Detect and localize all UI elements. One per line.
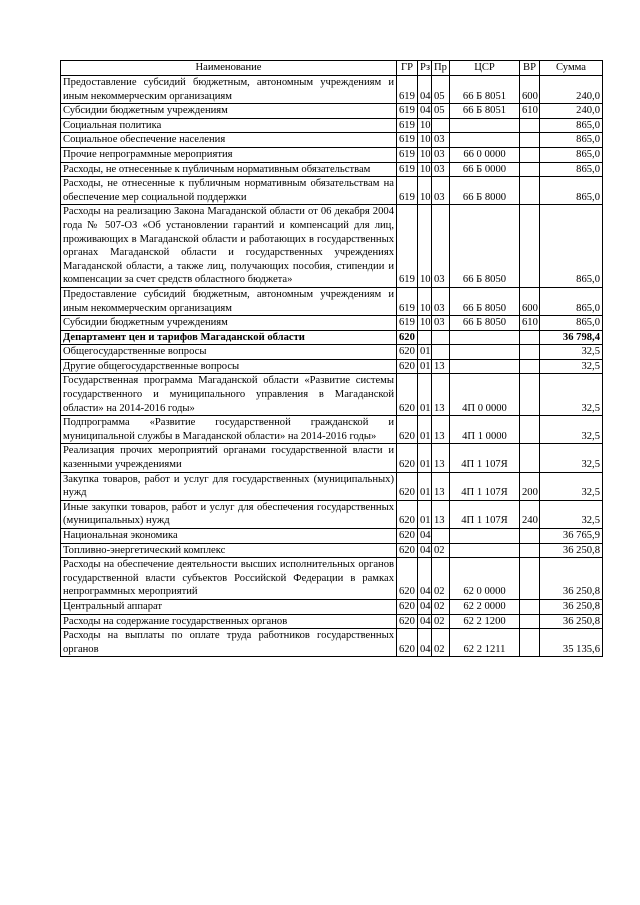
row-name: Социальное обеспечение населения: [61, 133, 397, 148]
row-gr: 619: [397, 104, 418, 119]
row-sum: 865,0: [540, 287, 603, 315]
row-vr: [520, 205, 540, 288]
row-rz: 01: [418, 500, 432, 528]
row-rz: 10: [418, 147, 432, 162]
row-gr: 620: [397, 330, 418, 345]
row-name: Департамент цен и тарифов Магаданской области: [61, 330, 397, 345]
row-vr: [520, 162, 540, 177]
row-name: Расходы, не отнесенные к публичным нормативным обязательствам: [61, 162, 397, 177]
row-csr: [450, 133, 520, 148]
row-pr: [432, 345, 450, 360]
row-gr: 619: [397, 162, 418, 177]
row-vr: [520, 558, 540, 600]
row-pr: 03: [432, 162, 450, 177]
row-vr: 610: [520, 316, 540, 331]
row-sum: 36 250,8: [540, 614, 603, 629]
row-rz: 01: [418, 416, 432, 444]
row-vr: [520, 416, 540, 444]
row-csr: 4П 1 0000: [450, 416, 520, 444]
table-row: [61, 599, 603, 614]
row-pr: 02: [432, 543, 450, 558]
row-csr: [450, 543, 520, 558]
row-csr: 62 2 1211: [450, 629, 520, 657]
row-rz: 04: [418, 558, 432, 600]
row-name: Субсидии бюджетным учреждениям: [61, 316, 397, 331]
row-rz: 10: [418, 205, 432, 288]
table-row: [61, 287, 603, 315]
table-row: [61, 345, 603, 360]
row-gr: 619: [397, 316, 418, 331]
row-gr: 619: [397, 287, 418, 315]
table-row: [61, 76, 603, 104]
row-name: Расходы на реализацию Закона Магаданской области от 06 декабря 2004 года № 507-ОЗ «Об установлении гарантий и компенсаций для лиц, проживающих в Магаданской области и работающих в государственных органах Магаданской области и государственных учреждениях Магаданской области, а также лиц, получающих пособия, стипендии и компенсации за счет средств областного бюджета»: [61, 205, 397, 288]
row-rz: 04: [418, 599, 432, 614]
row-csr: 4П 1 107Я: [450, 500, 520, 528]
row-csr: 4П 1 107Я: [450, 472, 520, 500]
row-rz: 01: [418, 444, 432, 472]
row-name: Социальная политика: [61, 118, 397, 133]
row-name: Расходы, не отнесенные к публичным нормативным обязательствам на обеспечение мер социальной поддержки: [61, 177, 397, 205]
row-rz: [418, 330, 432, 345]
row-name: Предоставление субсидий бюджетным, автономным учреждениям и иным некоммерческим организациям: [61, 287, 397, 315]
row-name: Расходы на содержание государственных органов: [61, 614, 397, 629]
row-sum: 32,5: [540, 500, 603, 528]
row-pr: 03: [432, 177, 450, 205]
row-pr: 05: [432, 76, 450, 104]
row-rz: 04: [418, 629, 432, 657]
row-sum: 32,5: [540, 345, 603, 360]
row-name: Предоставление субсидий бюджетным, автономным учреждениям и иным некоммерческим организациям: [61, 76, 397, 104]
row-csr: 66 Б 8050: [450, 316, 520, 331]
row-rz: 10: [418, 177, 432, 205]
row-vr: [520, 529, 540, 544]
row-rz: 01: [418, 472, 432, 500]
table-row: [61, 177, 603, 205]
row-rz: 10: [418, 162, 432, 177]
row-gr: 620: [397, 374, 418, 416]
row-csr: 66 Б 8051: [450, 76, 520, 104]
table-row: [61, 330, 603, 345]
row-pr: 13: [432, 472, 450, 500]
row-gr: 620: [397, 529, 418, 544]
row-sum: 865,0: [540, 316, 603, 331]
row-name: Топливно-энергетический комплекс: [61, 543, 397, 558]
header-name: Наименование: [61, 61, 397, 76]
row-pr: 13: [432, 374, 450, 416]
table-row: [61, 133, 603, 148]
row-name: Расходы на выплаты по оплате труда работников государственных органов: [61, 629, 397, 657]
header-gr: ГР: [397, 61, 418, 76]
row-sum: 240,0: [540, 76, 603, 104]
row-vr: [520, 133, 540, 148]
row-sum: 36 250,8: [540, 543, 603, 558]
row-sum: 36 798,4: [540, 330, 603, 345]
header-rz: Рз: [418, 61, 432, 76]
row-csr: 66 Б 8050: [450, 205, 520, 288]
row-pr: 03: [432, 205, 450, 288]
row-vr: [520, 177, 540, 205]
table-row: [61, 374, 603, 416]
row-csr: [450, 118, 520, 133]
header-csr: ЦСР: [450, 61, 520, 76]
row-gr: 619: [397, 76, 418, 104]
row-sum: 36 250,8: [540, 599, 603, 614]
row-gr: 620: [397, 629, 418, 657]
row-vr: [520, 374, 540, 416]
row-gr: 620: [397, 614, 418, 629]
table-row: [61, 104, 603, 119]
header-sum: Сумма: [540, 61, 603, 76]
table-row: [61, 558, 603, 600]
row-pr: 05: [432, 104, 450, 119]
row-sum: 32,5: [540, 374, 603, 416]
row-name: Расходы на обеспечение деятельности высших исполнительных органов государственной власти субъектов Российской Федерации в рамках непрограммных мероприятий: [61, 558, 397, 600]
row-csr: 66 Б 8050: [450, 287, 520, 315]
row-pr: 13: [432, 500, 450, 528]
row-name: Общегосударственные вопросы: [61, 345, 397, 360]
row-gr: 620: [397, 558, 418, 600]
row-name: Прочие непрограммные мероприятия: [61, 147, 397, 162]
table-body: [61, 76, 603, 657]
row-pr: 03: [432, 287, 450, 315]
row-csr: 66 Б 0000: [450, 162, 520, 177]
row-csr: 62 2 0000: [450, 599, 520, 614]
row-vr: 200: [520, 472, 540, 500]
table-row: [61, 162, 603, 177]
row-gr: 619: [397, 133, 418, 148]
row-name: Государственная программа Магаданской области «Развитие системы государственного и муниципального управления в Магаданской области» на 2014-2016 годы»: [61, 374, 397, 416]
row-vr: [520, 330, 540, 345]
row-vr: [520, 118, 540, 133]
table-row: [61, 359, 603, 374]
table-row: [61, 416, 603, 444]
row-vr: [520, 147, 540, 162]
table-row: [61, 529, 603, 544]
row-sum: 32,5: [540, 472, 603, 500]
table-row: [61, 614, 603, 629]
row-csr: 66 Б 8000: [450, 177, 520, 205]
row-csr: 66 0 0000: [450, 147, 520, 162]
row-pr: 02: [432, 629, 450, 657]
row-name: Центральный аппарат: [61, 599, 397, 614]
row-rz: 04: [418, 543, 432, 558]
row-sum: 35 135,6: [540, 629, 603, 657]
row-vr: 600: [520, 76, 540, 104]
row-vr: [520, 599, 540, 614]
row-vr: [520, 444, 540, 472]
row-name: Реализация прочих мероприятий органами государственной власти и казенными учреждениями: [61, 444, 397, 472]
row-sum: 32,5: [540, 444, 603, 472]
row-pr: 13: [432, 416, 450, 444]
row-rz: 04: [418, 614, 432, 629]
row-sum: 36 250,8: [540, 558, 603, 600]
row-gr: 619: [397, 205, 418, 288]
row-csr: 4П 0 0000: [450, 374, 520, 416]
table-row: [61, 500, 603, 528]
row-name: Закупка товаров, работ и услуг для государственных (муниципальных) нужд: [61, 472, 397, 500]
row-vr: 610: [520, 104, 540, 119]
row-pr: 03: [432, 316, 450, 331]
row-gr: 620: [397, 599, 418, 614]
row-csr: [450, 529, 520, 544]
row-csr: 66 Б 8051: [450, 104, 520, 119]
row-rz: 04: [418, 76, 432, 104]
budget-table: [60, 60, 603, 657]
row-pr: 02: [432, 558, 450, 600]
row-csr: 62 0 0000: [450, 558, 520, 600]
row-sum: 865,0: [540, 118, 603, 133]
row-vr: [520, 359, 540, 374]
table-row: [61, 316, 603, 331]
row-rz: 10: [418, 133, 432, 148]
row-gr: 620: [397, 543, 418, 558]
row-sum: 36 765,9: [540, 529, 603, 544]
row-pr: 03: [432, 133, 450, 148]
row-pr: 13: [432, 444, 450, 472]
row-pr: 03: [432, 147, 450, 162]
row-sum: 865,0: [540, 133, 603, 148]
table-row: [61, 118, 603, 133]
row-vr: [520, 345, 540, 360]
row-csr: [450, 330, 520, 345]
header-row: [61, 61, 603, 76]
row-vr: [520, 543, 540, 558]
row-gr: 619: [397, 177, 418, 205]
row-name: Другие общегосударственные вопросы: [61, 359, 397, 374]
row-gr: 619: [397, 147, 418, 162]
row-gr: 620: [397, 345, 418, 360]
table-row: [61, 629, 603, 657]
table-row: [61, 444, 603, 472]
row-name: Национальная экономика: [61, 529, 397, 544]
row-csr: 4П 1 107Я: [450, 444, 520, 472]
row-pr: [432, 529, 450, 544]
table-row: [61, 472, 603, 500]
row-rz: 01: [418, 374, 432, 416]
row-pr: [432, 330, 450, 345]
row-sum: 865,0: [540, 147, 603, 162]
row-pr: 02: [432, 614, 450, 629]
row-rz: 04: [418, 529, 432, 544]
row-vr: [520, 629, 540, 657]
row-rz: 10: [418, 316, 432, 331]
table-row: [61, 543, 603, 558]
row-rz: 10: [418, 118, 432, 133]
row-rz: 10: [418, 287, 432, 315]
row-gr: 620: [397, 359, 418, 374]
row-gr: 620: [397, 416, 418, 444]
row-vr: 600: [520, 287, 540, 315]
row-pr: 02: [432, 599, 450, 614]
row-rz: 04: [418, 104, 432, 119]
header-vr: ВР: [520, 61, 540, 76]
row-csr: [450, 359, 520, 374]
row-gr: 620: [397, 472, 418, 500]
row-sum: 32,5: [540, 416, 603, 444]
row-csr: [450, 345, 520, 360]
row-gr: 620: [397, 500, 418, 528]
row-pr: 13: [432, 359, 450, 374]
row-name: Иные закупки товаров, работ и услуг для обеспечения государственных (муниципальных) нужд: [61, 500, 397, 528]
row-csr: 62 2 1200: [450, 614, 520, 629]
row-sum: 865,0: [540, 177, 603, 205]
table-header: [61, 61, 603, 76]
row-gr: 620: [397, 444, 418, 472]
row-sum: 240,0: [540, 104, 603, 119]
table-row: [61, 205, 603, 288]
row-name: Подпрограмма «Развитие государственной гражданской и муниципальной службы в Магаданской области» на 2014-2016 годы»: [61, 416, 397, 444]
row-name: Субсидии бюджетным учреждениям: [61, 104, 397, 119]
row-rz: 01: [418, 345, 432, 360]
row-pr: [432, 118, 450, 133]
row-vr: [520, 614, 540, 629]
row-sum: 865,0: [540, 205, 603, 288]
row-sum: 32,5: [540, 359, 603, 374]
row-vr: 240: [520, 500, 540, 528]
row-gr: 619: [397, 118, 418, 133]
row-sum: 865,0: [540, 162, 603, 177]
table-row: [61, 147, 603, 162]
row-rz: 01: [418, 359, 432, 374]
header-pr: Пр: [432, 61, 450, 76]
